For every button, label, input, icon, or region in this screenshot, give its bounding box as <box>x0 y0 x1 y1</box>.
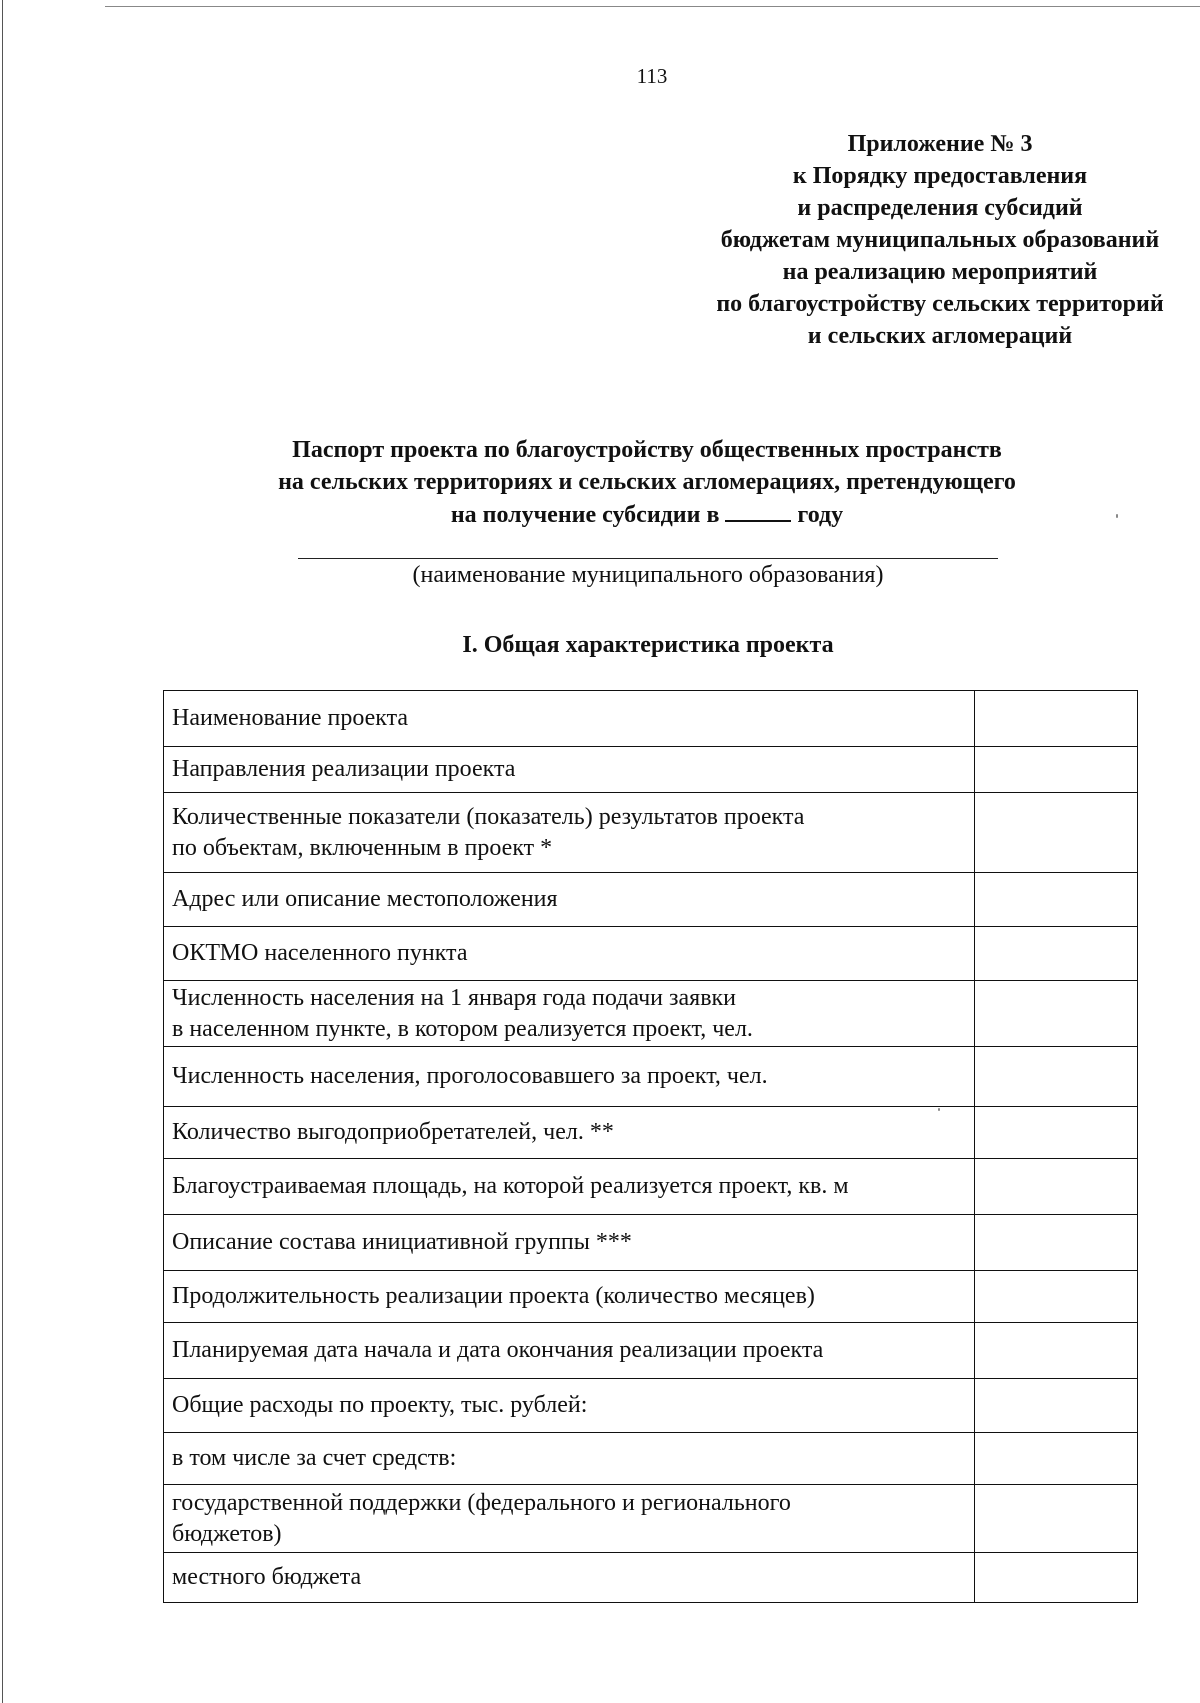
row-label: Направления реализации проекта <box>172 756 516 782</box>
table-row <box>164 1323 1138 1379</box>
passport-title-suffix: году <box>797 502 844 528</box>
row-label-cell <box>164 1433 975 1485</box>
row-label-cell <box>164 1485 975 1553</box>
row-label-cell <box>164 1159 975 1215</box>
row-label: государственной поддержки (федерального и регионального бюджетов) <box>172 1489 791 1547</box>
row-label: в том числе за счет средств: <box>172 1445 457 1471</box>
row-label-cell <box>164 1215 975 1271</box>
appendix-header <box>600 128 1200 352</box>
table-row <box>164 1107 1138 1159</box>
row-label: Количество выгодоприобретателей, чел. ** <box>172 1119 614 1145</box>
row-value-cell <box>975 1323 1138 1379</box>
row-value-cell <box>975 1107 1138 1159</box>
passport-title-line <box>160 498 1134 531</box>
row-label-cell <box>164 1323 975 1379</box>
row-value-cell <box>975 873 1138 927</box>
appendix-line: и распределения субсидий <box>797 195 1083 221</box>
row-value-cell <box>975 1271 1138 1323</box>
table-row <box>164 1553 1138 1603</box>
table-row <box>164 691 1138 747</box>
row-label: ОКТМО населенного пункта <box>172 940 468 966</box>
scan-edge-left <box>2 0 3 1703</box>
table-row <box>164 927 1138 981</box>
row-label: Численность населения на 1 января года подачи заявки в населенном пункте, в котором реализуется проект, чел. <box>172 984 753 1042</box>
page-number: 113 <box>636 64 668 88</box>
table-row <box>164 981 1138 1047</box>
scan-speck <box>1116 514 1118 518</box>
table-row <box>164 747 1138 793</box>
row-label: Продолжительность реализации проекта (количество месяцев) <box>172 1283 815 1309</box>
passport-title <box>160 434 1134 531</box>
scan-edge-top <box>105 6 1200 7</box>
passport-title-prefix: на получение субсидии в <box>450 502 720 528</box>
appendix-line: по благоустройству сельских территорий <box>716 291 1164 317</box>
row-label-cell <box>164 691 975 747</box>
appendix-line: на реализацию мероприятий <box>782 259 1098 285</box>
row-label-cell <box>164 927 975 981</box>
row-value-cell <box>975 1047 1138 1107</box>
row-value-cell <box>975 1215 1138 1271</box>
row-label: Численность населения, проголосовавшего за проект, чел. <box>172 1063 768 1089</box>
row-value-cell <box>975 1379 1138 1433</box>
year-blank <box>725 498 791 522</box>
row-label-cell <box>164 747 975 793</box>
municipality-caption: (наименование муниципального образования) <box>412 562 884 588</box>
table-row <box>164 793 1138 873</box>
row-label: Количественные показатели (показатель) результатов проекта по объектам, включенным в проект * <box>172 803 805 861</box>
row-value-cell <box>975 927 1138 981</box>
row-label: местного бюджета <box>172 1564 362 1590</box>
table-row <box>164 873 1138 927</box>
row-label: Благоустраиваемая площадь, на которой реализуется проект, кв. м <box>172 1173 849 1199</box>
row-label-cell <box>164 1047 975 1107</box>
appendix-line: Приложение № 3 <box>847 131 1033 157</box>
row-label-cell <box>164 1553 975 1603</box>
row-label-cell <box>164 793 975 873</box>
row-value-cell <box>975 793 1138 873</box>
row-label: Наименование проекта <box>172 705 409 731</box>
passport-title-line: Паспорт проекта по благоустройству общественных пространств <box>292 437 1002 463</box>
row-label-cell <box>164 1271 975 1323</box>
appendix-line: к Порядку предоставления <box>792 163 1088 189</box>
row-label-cell <box>164 873 975 927</box>
table-row <box>164 1159 1138 1215</box>
row-label: Планируемая дата начала и дата окончания реализации проекта <box>172 1337 824 1363</box>
row-label-cell <box>164 981 975 1047</box>
row-label-cell <box>164 1379 975 1433</box>
project-characteristics-table <box>163 690 1138 1603</box>
section-title: I. Общая характеристика проекта <box>462 632 834 658</box>
scan-speck <box>938 1108 940 1111</box>
row-label-cell <box>164 1107 975 1159</box>
passport-title-line: на сельских территориях и сельских агломерациях, претендующего <box>278 469 1016 495</box>
row-value-cell <box>975 1485 1138 1553</box>
table-body <box>164 691 1138 1603</box>
appendix-line: бюджетам муниципальных образований <box>720 227 1160 253</box>
table-row <box>164 1485 1138 1553</box>
table-row <box>164 1215 1138 1271</box>
row-value-cell <box>975 1433 1138 1485</box>
row-value-cell <box>975 747 1138 793</box>
row-label: Адрес или описание местоположения <box>172 886 558 912</box>
municipality-blank-line <box>298 558 998 559</box>
table-row <box>164 1271 1138 1323</box>
row-value-cell <box>975 1159 1138 1215</box>
table-row <box>164 1047 1138 1107</box>
appendix-line: и сельских агломераций <box>807 323 1073 349</box>
row-value-cell <box>975 1553 1138 1603</box>
row-value-cell <box>975 691 1138 747</box>
table-row <box>164 1379 1138 1433</box>
table-row <box>164 1433 1138 1485</box>
row-value-cell <box>975 981 1138 1047</box>
row-label: Общие расходы по проекту, тыс. рублей: <box>172 1392 588 1418</box>
row-label: Описание состава инициативной группы *** <box>172 1229 632 1255</box>
